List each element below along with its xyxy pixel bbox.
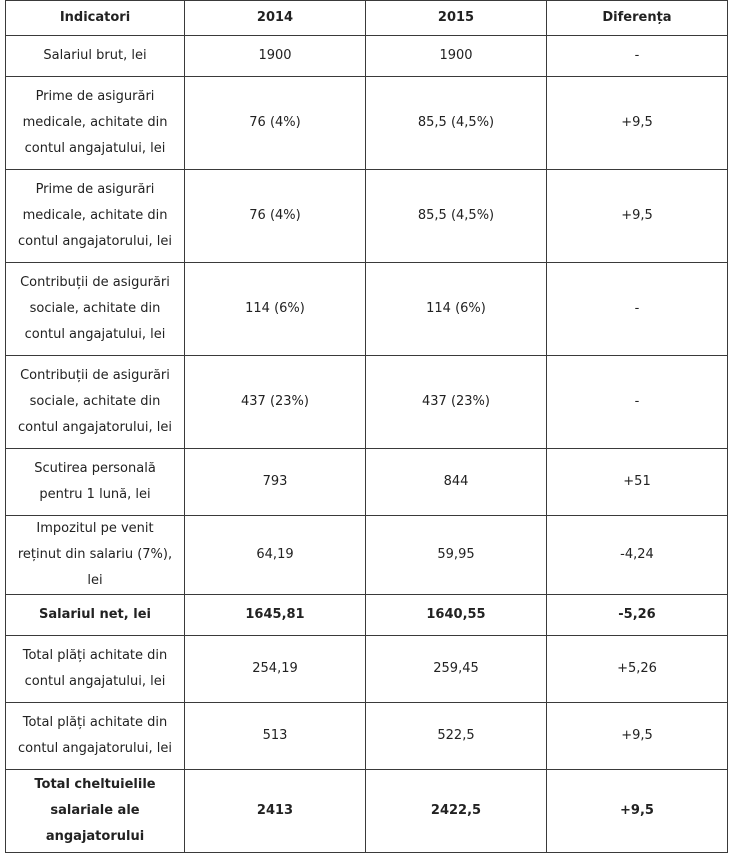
row-label: Prime de asigurări medicale, achitate din contul angajatorului, lei	[6, 170, 185, 263]
value-2014: 1900	[185, 36, 366, 77]
value-2015: 437 (23%)	[366, 356, 547, 449]
value-2014: 76 (4%)	[185, 77, 366, 170]
value-diff: +5,26	[547, 636, 728, 703]
row-label: Impozitul pe venit reținut din salariu (7%), lei	[6, 516, 185, 595]
table-row-total-expenses	[6, 770, 728, 853]
value-2014: 114 (6%)	[185, 263, 366, 356]
value-2015: 85,5 (4,5%)	[366, 77, 547, 170]
header-2014: 2014	[185, 1, 366, 36]
value-diff: +9,5	[547, 770, 728, 853]
value-2015: 85,5 (4,5%)	[366, 170, 547, 263]
row-label: Salariul net, lei	[6, 595, 185, 636]
row-label: Contribuții de asigurări sociale, achitate din contul angajatului, lei	[6, 263, 185, 356]
value-2015: 2422,5	[366, 770, 547, 853]
table-row	[6, 263, 728, 356]
value-2015: 522,5	[366, 703, 547, 770]
value-2015: 114 (6%)	[366, 263, 547, 356]
row-label: Contribuții de asigurări sociale, achitate din contul angajatorului, lei	[6, 356, 185, 449]
value-2014: 1645,81	[185, 595, 366, 636]
table-row	[6, 36, 728, 77]
header-diferenta: Diferența	[547, 1, 728, 36]
row-label: Total plăți achitate din contul angajatului, lei	[6, 636, 185, 703]
value-2015: 1900	[366, 36, 547, 77]
salary-comparison-table	[5, 0, 728, 853]
value-2014: 76 (4%)	[185, 170, 366, 263]
value-diff: -	[547, 36, 728, 77]
value-2015: 1640,55	[366, 595, 547, 636]
value-2014: 64,19	[185, 516, 366, 595]
value-diff: +9,5	[547, 170, 728, 263]
value-2014: 2413	[185, 770, 366, 853]
table-row	[6, 703, 728, 770]
value-diff: +9,5	[547, 703, 728, 770]
value-2014: 254,19	[185, 636, 366, 703]
row-label: Prime de asigurări medicale, achitate din contul angajatului, lei	[6, 77, 185, 170]
value-diff: +51	[547, 449, 728, 516]
header-2015: 2015	[366, 1, 547, 36]
table-row	[6, 516, 728, 595]
value-2014: 513	[185, 703, 366, 770]
row-label: Scutirea personală pentru 1 lună, lei	[6, 449, 185, 516]
table-row	[6, 170, 728, 263]
value-diff: +9,5	[547, 77, 728, 170]
row-label: Salariul brut, lei	[6, 36, 185, 77]
table-row	[6, 636, 728, 703]
table-row	[6, 77, 728, 170]
value-2014: 793	[185, 449, 366, 516]
value-2015: 259,45	[366, 636, 547, 703]
value-diff: -	[547, 356, 728, 449]
header-row	[6, 1, 728, 36]
table-row	[6, 449, 728, 516]
header-indicatori: Indicatori	[6, 1, 185, 36]
value-2015: 59,95	[366, 516, 547, 595]
row-label: Total cheltuielile salariale ale angajatorului	[6, 770, 185, 853]
value-diff: -4,24	[547, 516, 728, 595]
value-diff: -	[547, 263, 728, 356]
value-2015: 844	[366, 449, 547, 516]
value-diff: -5,26	[547, 595, 728, 636]
table-row	[6, 356, 728, 449]
row-label: Total plăți achitate din contul angajatorului, lei	[6, 703, 185, 770]
value-2014: 437 (23%)	[185, 356, 366, 449]
table-row-total-net	[6, 595, 728, 636]
